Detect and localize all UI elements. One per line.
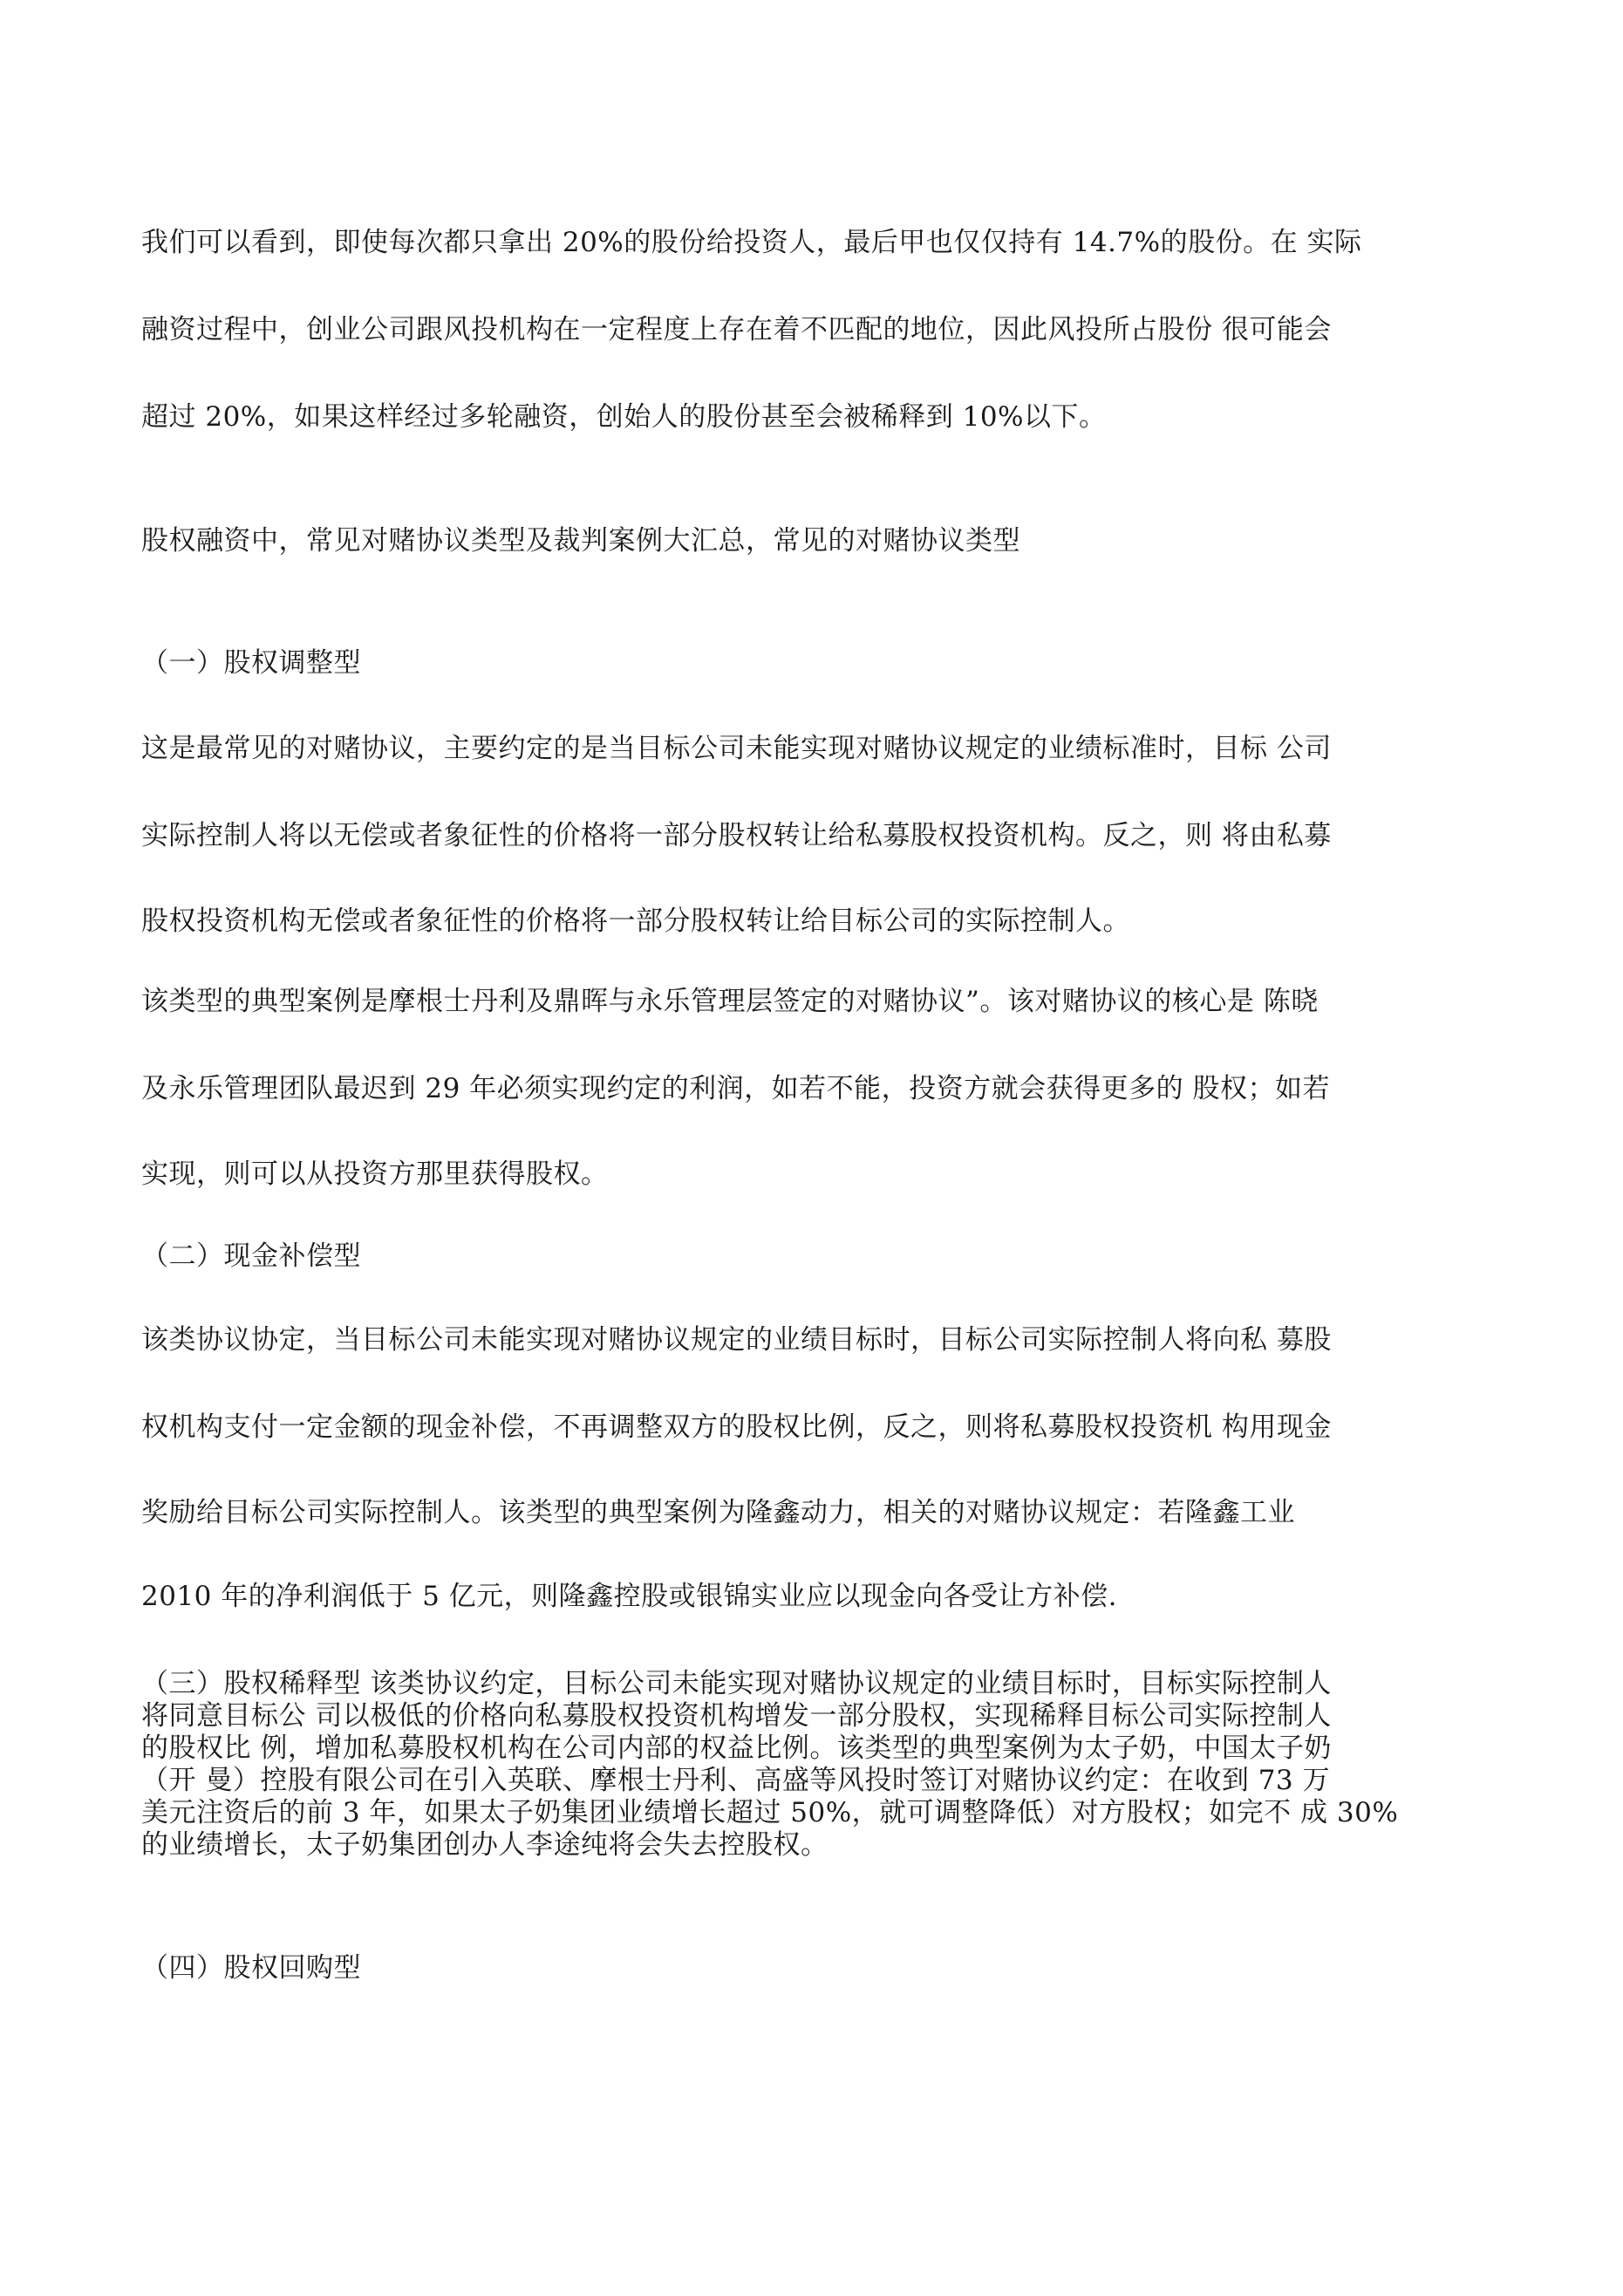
paragraph-line: 将同意目标公 司以极低的价格向私募股权投资机构增发一部分股权，实现稀释目标公司实际控制人 xyxy=(141,1700,1332,1732)
paragraph-line: 实现，则可以从投资方那里获得股权。 xyxy=(141,1158,609,1190)
section-heading: 股权融资中，常见对赌协议类型及裁判案例大汇总，常见的对赌协议类型 xyxy=(141,525,1020,557)
paragraph-line: 及永乐管理团队最迟到 29 年必须实现约定的利润，如若不能，投资方就会获得更多的 股权；如若 xyxy=(141,1073,1331,1104)
paragraph-line: 该类型的典型案例是摩根士丹利及鼎晖与永乐管理层签定的对赌协议”。该对赌协议的核心是 陈晓 xyxy=(141,986,1319,1017)
paragraph-line: 融资过程中，创业公司跟风投机构在一定程度上存在着不匹配的地位，因此风投所占股份 很可能会 xyxy=(141,314,1332,345)
paragraph-line: 超过 20%，如果这样经过多轮融资，创始人的股份甚至会被稀释到 10%以下。 xyxy=(141,401,1107,433)
paragraph-line: 股权投资机构无偿或者象征性的价格将一部分股权转让给目标公司的实际控制人。 xyxy=(141,905,1130,937)
paragraph-line: 奖励给目标公司实际控制人。该类型的典型案例为隆鑫动力，相关的对赌协议规定：若隆鑫工业 xyxy=(141,1497,1295,1528)
paragraph-line: 权机构支付一定金额的现金补偿，不再调整双方的股权比例，反之，则将私募股权投资机 构用现金 xyxy=(141,1411,1332,1443)
paragraph-line: 实际控制人将以无偿或者象征性的价格将一部分股权转让给私募股权投资机构。反之，则 将由私募 xyxy=(141,820,1332,851)
paragraph-line: （三）股权稀释型 该类协议约定，目标公司未能实现对赌协议规定的业绩目标时，目标实际控制人 xyxy=(141,1668,1332,1699)
paragraph-line: （开 曼）控股有限公司在引入英联、摩根士丹利、高盛等风投时签订对赌协议约定：在收到 73 万 xyxy=(141,1765,1331,1796)
paragraph-line: 的业绩增长，太子奶集团创办人李途纯将会失去控股权。 xyxy=(141,1829,829,1861)
subsection-heading: （二）现金补偿型 xyxy=(141,1240,361,1272)
subsection-heading: （一）股权调整型 xyxy=(141,647,361,679)
paragraph-line: 该类协议协定，当目标公司未能实现对赌协议规定的业绩目标时，目标公司实际控制人将向私 募股 xyxy=(141,1324,1332,1356)
paragraph-line: 我们可以看到，即使每次都只拿出 20%的股份给投资人，最后甲也仅仅持有 14.7%的股份。在 实际 xyxy=(141,227,1362,258)
paragraph-line: 2010 年的净利润低于 5 亿元，则隆鑫控股或银锦实业应以现金向各受让方补偿. xyxy=(141,1581,1118,1612)
paragraph-line: 美元注资后的前 3 年，如果太子奶集团业绩增长超过 50%，就可调整降低）对方股权；如完不 成 30% xyxy=(141,1797,1399,1828)
paragraph-line: 这是最常见的对赌协议，主要约定的是当目标公司未能实现对赌协议规定的业绩标准时，目标 公司 xyxy=(141,733,1332,764)
subsection-heading: （四）股权回购型 xyxy=(141,1952,361,1984)
dense-paragraph xyxy=(141,1668,1489,1862)
paragraph-line: 的股权比 例，增加私募股权机构在公司内部的权益比例。该类型的典型案例为太子奶，中国太子奶 xyxy=(141,1732,1332,1764)
